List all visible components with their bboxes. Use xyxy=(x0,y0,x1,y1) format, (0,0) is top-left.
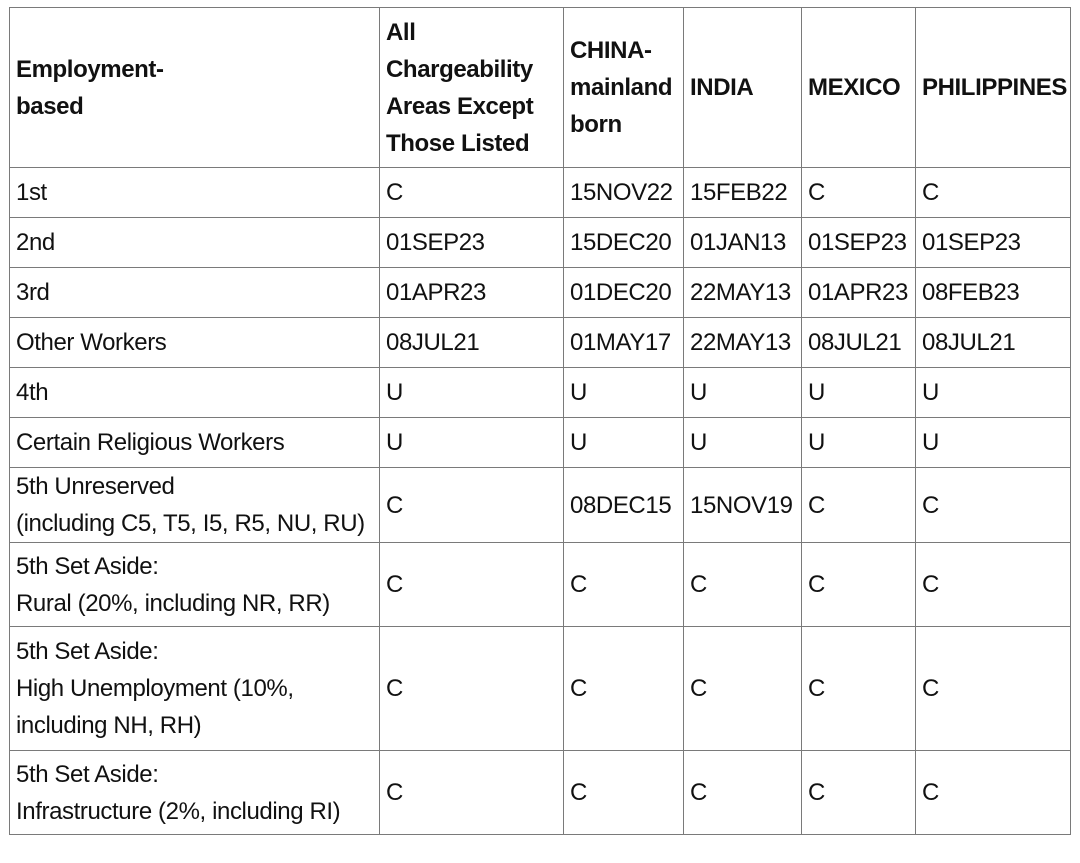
table-row xyxy=(10,468,1071,543)
date-cell-india: 01JAN13 xyxy=(684,218,802,268)
category-cell xyxy=(10,468,380,543)
date-cell-all-chargeability: C xyxy=(380,627,564,751)
header-row xyxy=(10,8,1071,168)
date-cell-mexico: C xyxy=(802,627,916,751)
date-cell-india: C xyxy=(684,543,802,627)
header-china xyxy=(564,8,684,168)
date-cell-philippines: C xyxy=(916,543,1071,627)
date-cell-china: C xyxy=(564,627,684,751)
date-cell-mexico: C xyxy=(802,543,916,627)
date-cell-india: 15FEB22 xyxy=(684,168,802,218)
date-cell-all-chargeability: C xyxy=(380,168,564,218)
date-cell-china: U xyxy=(564,418,684,468)
category-line: Rural (20%, including NR, RR) xyxy=(16,589,330,617)
date-cell-india: 22MAY13 xyxy=(684,318,802,368)
employment-based-dates-table xyxy=(9,7,1071,835)
category-cell xyxy=(10,268,380,318)
date-cell-china: 01MAY17 xyxy=(564,318,684,368)
date-cell-china: C xyxy=(564,543,684,627)
date-cell-philippines: C xyxy=(916,468,1071,543)
date-cell-mexico: 01APR23 xyxy=(802,268,916,318)
header-line: Areas Except xyxy=(386,92,534,120)
date-cell-philippines: C xyxy=(916,168,1071,218)
table-row xyxy=(10,168,1071,218)
category-line: including NH, RH) xyxy=(16,712,202,739)
header-line: INDIA xyxy=(690,74,754,101)
date-cell-philippines: 08JUL21 xyxy=(916,318,1071,368)
date-cell-mexico: U xyxy=(802,418,916,468)
table-row xyxy=(10,543,1071,627)
date-cell-china: U xyxy=(564,368,684,418)
date-cell-mexico: 01SEP23 xyxy=(802,218,916,268)
date-cell-india: 22MAY13 xyxy=(684,268,802,318)
category-line: 4th xyxy=(16,379,49,406)
date-cell-philippines: C xyxy=(916,627,1071,751)
category-line: 5th Set Aside: xyxy=(16,552,159,580)
category-line: Other Workers xyxy=(16,329,167,356)
category-cell xyxy=(10,627,380,751)
date-cell-china: C xyxy=(564,751,684,835)
date-cell-mexico: C xyxy=(802,751,916,835)
category-cell xyxy=(10,318,380,368)
category-line: 2nd xyxy=(16,229,55,256)
date-cell-all-chargeability: C xyxy=(380,468,564,543)
date-cell-india: U xyxy=(684,418,802,468)
date-cell-india: C xyxy=(684,751,802,835)
header-mexico xyxy=(802,8,916,168)
category-cell xyxy=(10,418,380,468)
category-line: 5th Set Aside: xyxy=(16,638,159,665)
category-line: (including C5, T5, I5, R5, NU, RU) xyxy=(16,510,365,537)
table-row xyxy=(10,627,1071,751)
header-philippines xyxy=(916,8,1071,168)
category-cell xyxy=(10,168,380,218)
date-cell-china: 08DEC15 xyxy=(564,468,684,543)
table-row xyxy=(10,318,1071,368)
table-row xyxy=(10,418,1071,468)
header-line: MEXICO xyxy=(808,74,901,101)
date-cell-all-chargeability: 01APR23 xyxy=(380,268,564,318)
category-line: 5th Unreserved xyxy=(16,473,175,500)
header-line: Chargeability xyxy=(386,55,533,83)
header-line: CHINA- xyxy=(570,37,652,64)
date-cell-all-chargeability: C xyxy=(380,751,564,835)
header-line: born xyxy=(570,111,622,138)
date-cell-china: 15NOV22 xyxy=(564,168,684,218)
table-row xyxy=(10,751,1071,835)
date-cell-philippines: U xyxy=(916,368,1071,418)
date-cell-china: 01DEC20 xyxy=(564,268,684,318)
category-line: Infrastructure (2%, including RI) xyxy=(16,797,341,825)
date-cell-mexico: 08JUL21 xyxy=(802,318,916,368)
table-body xyxy=(10,168,1071,835)
date-cell-all-chargeability: C xyxy=(380,543,564,627)
date-cell-philippines: U xyxy=(916,418,1071,468)
date-cell-india: U xyxy=(684,368,802,418)
date-cell-philippines: 01SEP23 xyxy=(916,218,1071,268)
category-cell xyxy=(10,218,380,268)
date-cell-mexico: C xyxy=(802,468,916,543)
date-cell-india: C xyxy=(684,627,802,751)
table-row xyxy=(10,368,1071,418)
header-line: Employment- xyxy=(16,55,164,83)
category-cell xyxy=(10,543,380,627)
header-line: All xyxy=(386,18,416,46)
header-india xyxy=(684,8,802,168)
category-line: 1st xyxy=(16,179,47,206)
date-cell-india: 15NOV19 xyxy=(684,468,802,543)
date-cell-philippines: 08FEB23 xyxy=(916,268,1071,318)
header-line: Those Listed xyxy=(386,129,530,157)
category-line: High Unemployment (10%, xyxy=(16,675,294,702)
date-cell-all-chargeability: U xyxy=(380,368,564,418)
category-cell xyxy=(10,751,380,835)
header-employment-based xyxy=(10,8,380,168)
date-cell-all-chargeability: 01SEP23 xyxy=(380,218,564,268)
header-line: PHILIPPINES xyxy=(922,74,1067,101)
date-cell-mexico: C xyxy=(802,168,916,218)
category-cell xyxy=(10,368,380,418)
table-row xyxy=(10,268,1071,318)
date-cell-all-chargeability: U xyxy=(380,418,564,468)
date-cell-all-chargeability: 08JUL21 xyxy=(380,318,564,368)
header-line: based xyxy=(16,92,84,120)
header-all-chargeability xyxy=(380,8,564,168)
date-cell-mexico: U xyxy=(802,368,916,418)
category-line: 3rd xyxy=(16,279,50,306)
table-row xyxy=(10,218,1071,268)
category-line: Certain Religious Workers xyxy=(16,429,285,456)
header-line: mainland xyxy=(570,74,673,101)
date-cell-china: 15DEC20 xyxy=(564,218,684,268)
category-line: 5th Set Aside: xyxy=(16,760,159,788)
visa-bulletin-table-container xyxy=(9,7,1071,835)
date-cell-philippines: C xyxy=(916,751,1071,835)
